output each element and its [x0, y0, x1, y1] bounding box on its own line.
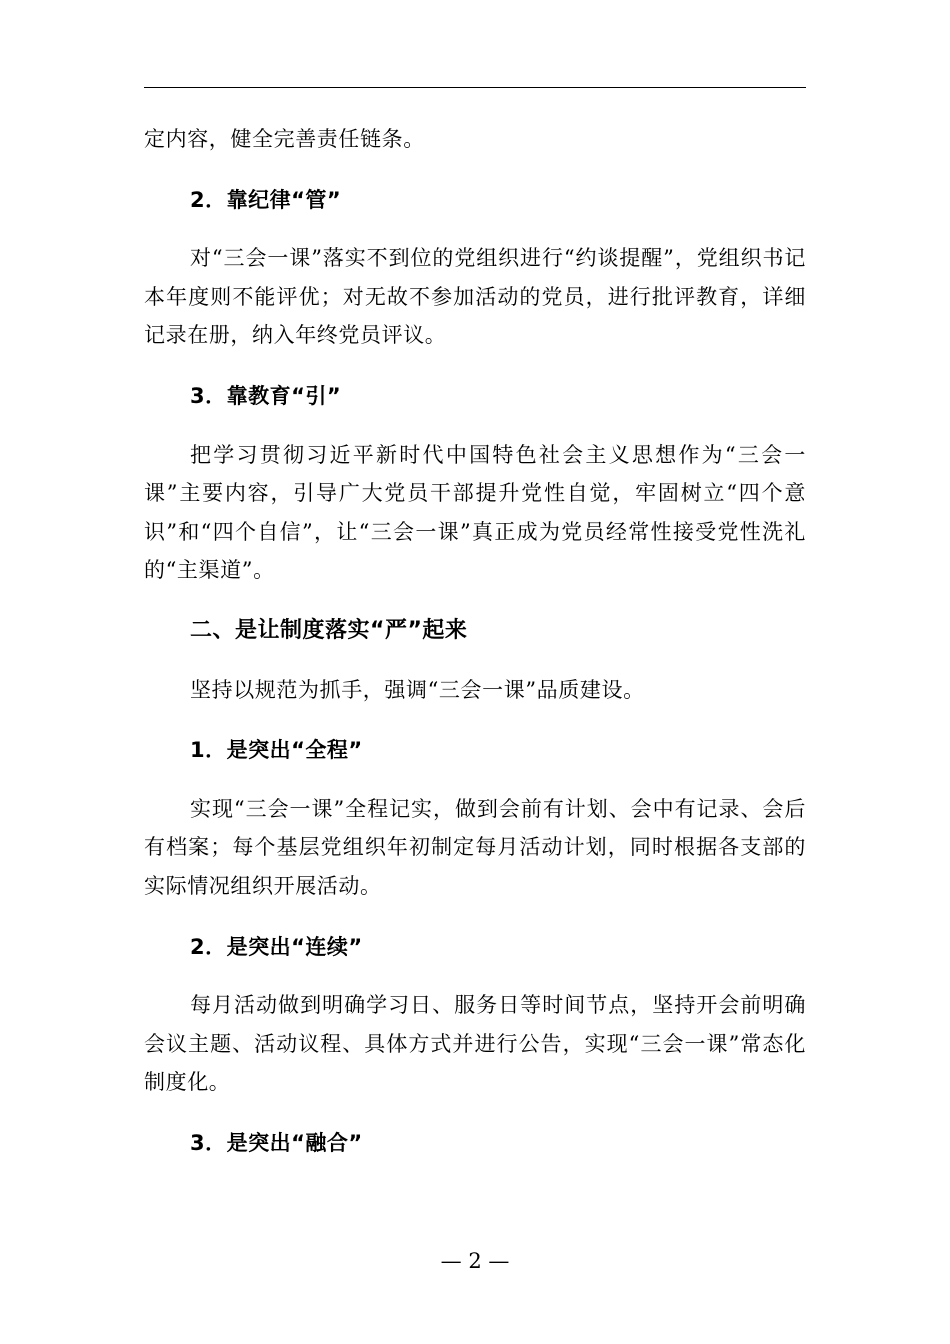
- section-heading-strict: 二、是让制度落实“严”起来: [190, 617, 468, 643]
- paragraph-continued: 定内容，健全完善责任链条。: [144, 127, 425, 151]
- paragraph-education: 把学习贯彻习近平新时代中国特色社会主义思想作为“三会一课”主要内容，引导广大党员干部提升党性自觉，牢固树立“四个意识”和“四个自信”，让“三会一课”真正成为党员经常性接受党性洗礼的“主渠道”。: [144, 442, 806, 583]
- page-number: — 2 —: [440, 1249, 510, 1273]
- heading-education: 3．靠教育“引”: [190, 383, 342, 408]
- paragraph-whole-process: 实现“三会一课”全程记实，做到会前有计划、会中有记录、会后有档案；每个基层党组织年初制定每月活动计划，同时根据各支部的实际情况组织开展活动。: [144, 796, 806, 898]
- document-body: [144, 120, 806, 1162]
- heading-integration: 3．是突出“融合”: [190, 1130, 363, 1155]
- paragraph-discipline: 对“三会一课”落实不到位的党组织进行“约谈提醒”，党组织书记本年度则不能评优；对无故不参加活动的党员，进行批评教育，详细记录在册，纳入年终党员评议。: [144, 246, 806, 348]
- header-rule: [144, 87, 806, 88]
- paragraph-continuity: 每月活动做到明确学习日、服务日等时间节点，坚持开会前明确会议主题、活动议程、具体方式并进行公告，实现“三会一课”常态化制度化。: [144, 993, 806, 1095]
- paragraph-strict-intro: 坚持以规范为抓手，强调“三会一课”品质建设。: [190, 677, 645, 702]
- heading-whole-process: 1．是突出“全程”: [190, 738, 363, 763]
- heading-continuity: 2．是突出“连续”: [190, 934, 363, 959]
- heading-discipline: 2．靠纪律“管”: [190, 187, 342, 212]
